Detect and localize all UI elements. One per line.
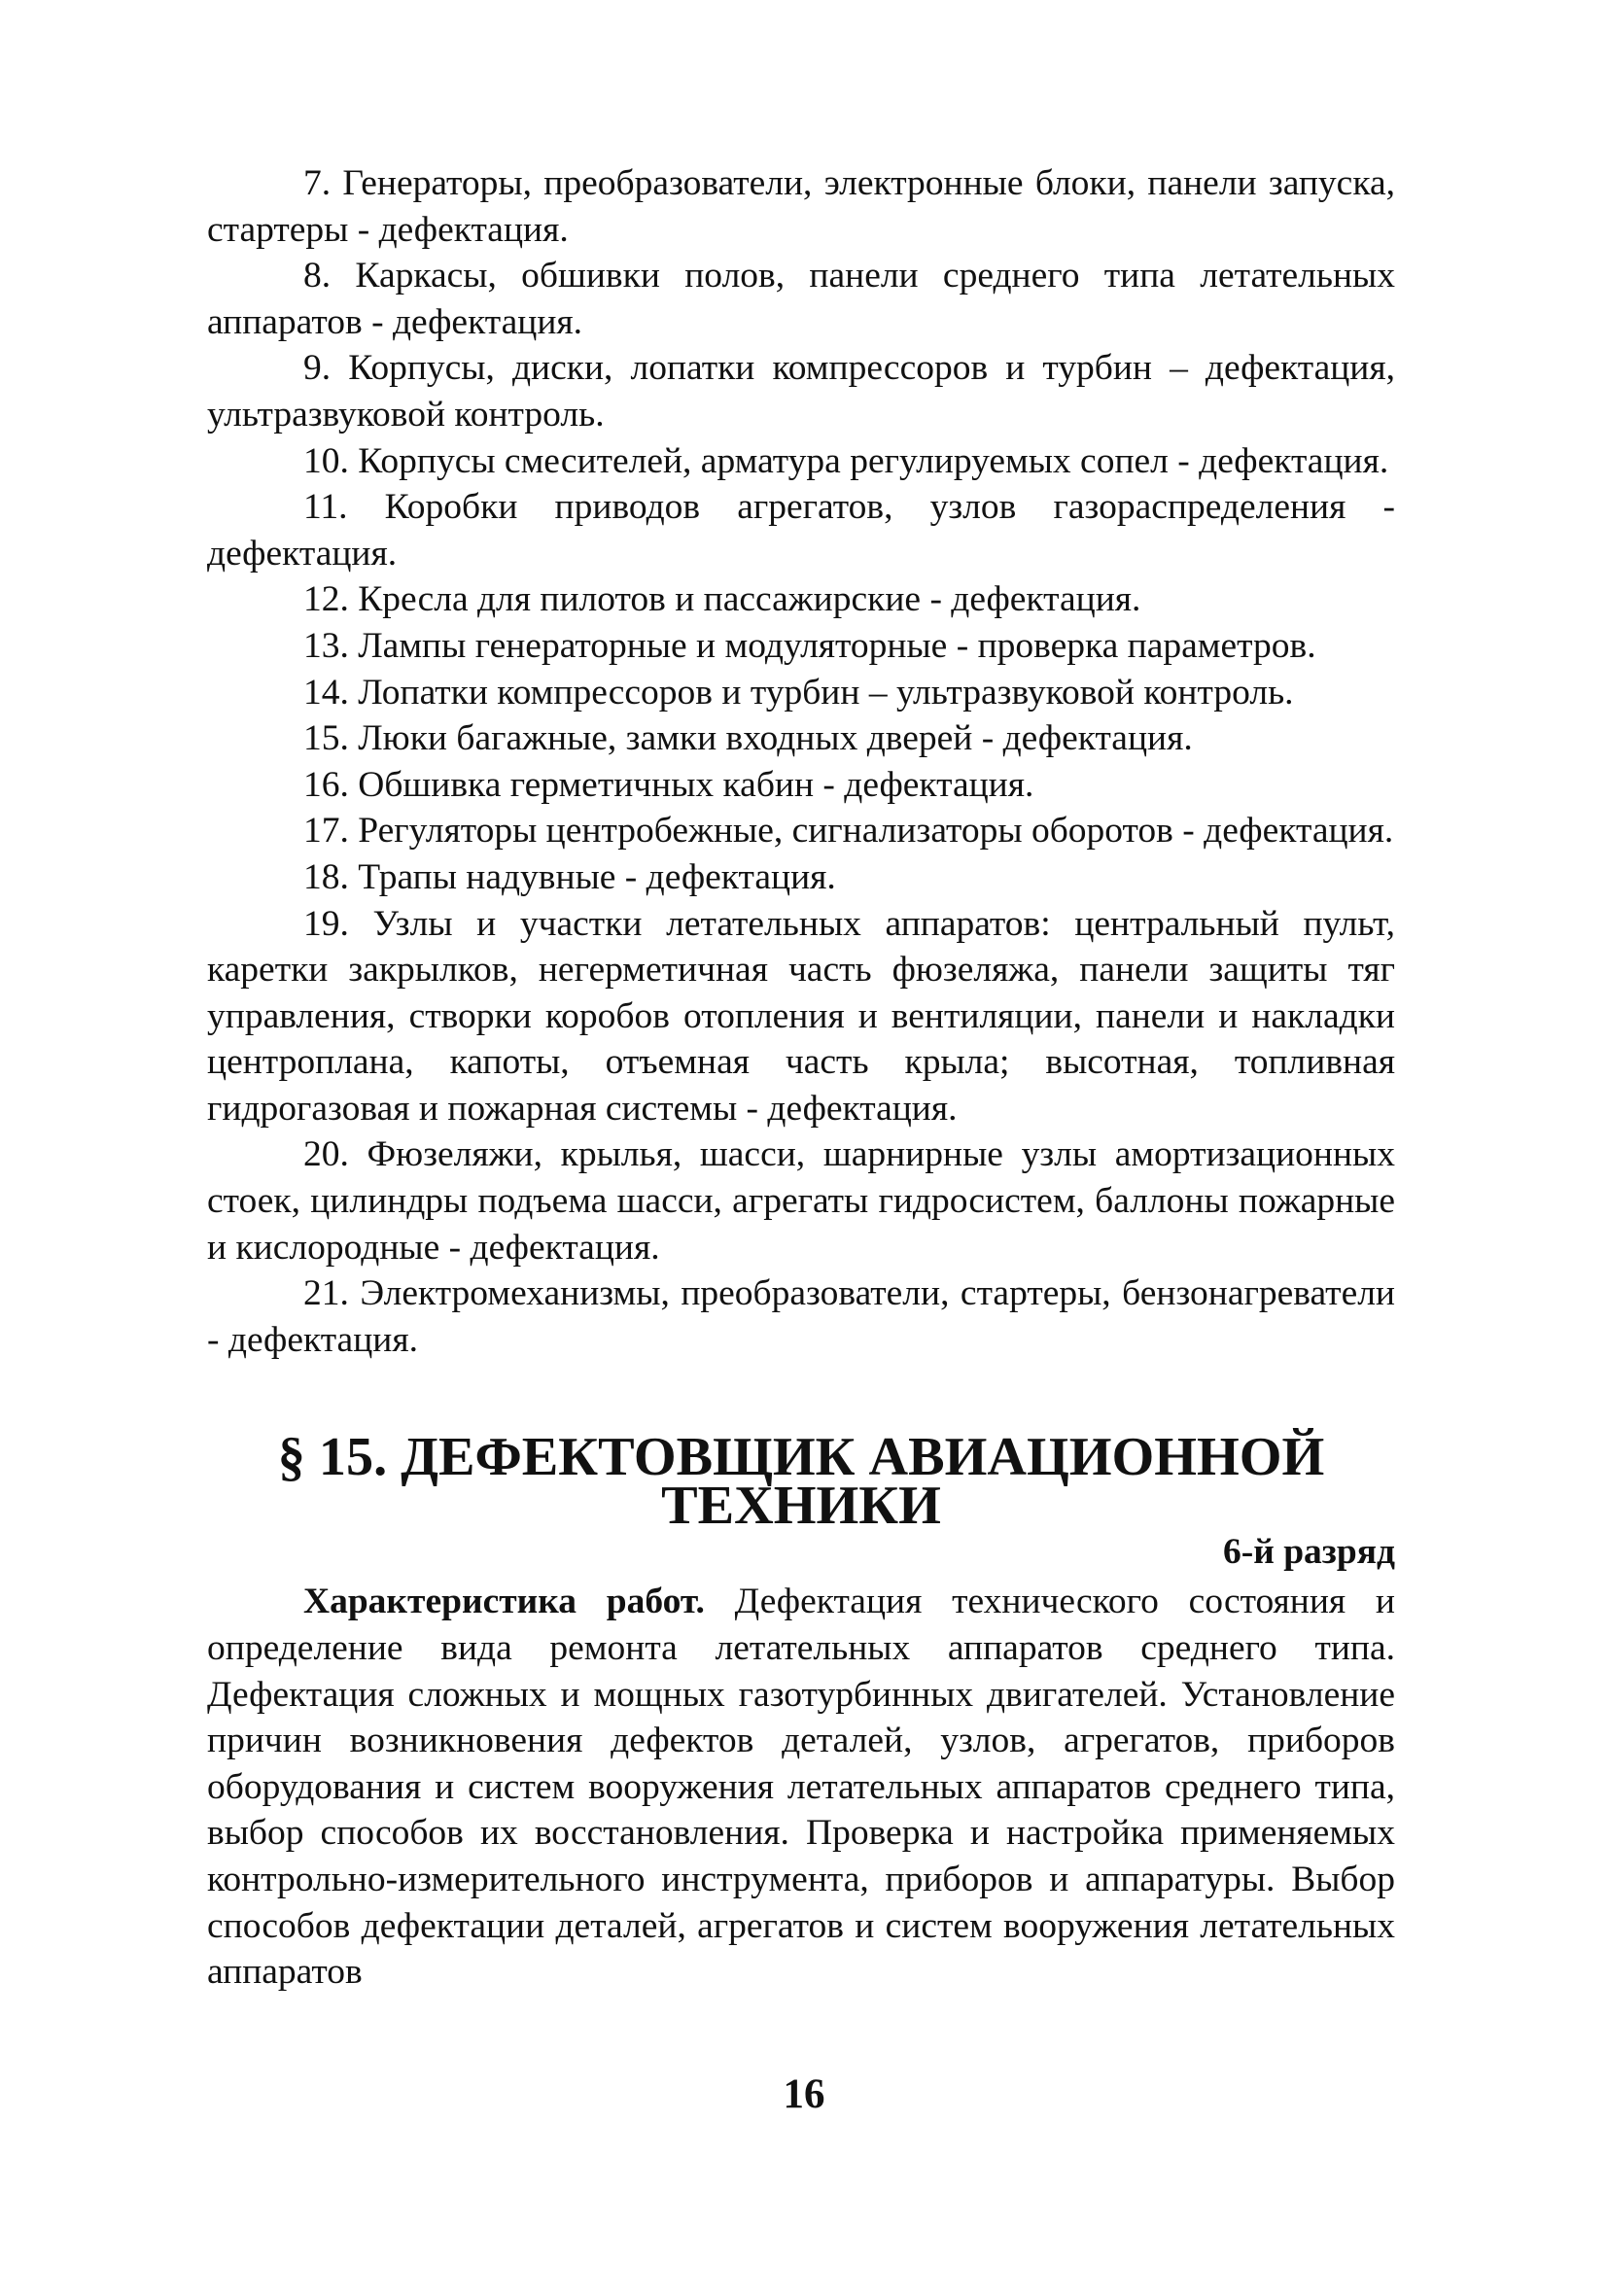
list-item: 13. Лампы генераторные и модуляторные - проверка параметров. [303, 625, 1316, 666]
grade-label: 6-й разряд [1222, 1532, 1395, 1573]
list-item: 18. Трапы надувные - дефектация. [303, 856, 836, 897]
list-item: 12. Кресла для пилотов и пассажирские - дефектация. [303, 579, 1141, 620]
run-in-heading: Характеристика работ. [303, 1582, 705, 1622]
list-item: 8. Каркасы, обшивки полов, панели среднего типа летательных аппаратов - дефектация. [207, 256, 1395, 342]
list-item: 14. Лопатки компрессоров и турбин – ультразвуковой контроль. [303, 672, 1294, 713]
list-item: 16. Обшивка герметичных кабин - дефектация. [303, 764, 1034, 805]
list-item: 7. Генераторы, преобразователи, электронные блоки, панели запуска, стартеры - дефектация. [207, 163, 1395, 250]
section-title: § 15. ДЕФЕКТОВЩИК АВИАЦИОННОЙ ТЕХНИКИ [277, 1427, 1325, 1537]
work-description [207, 1579, 1395, 1995]
list-item: 19. Узлы и участки летательных аппаратов: центральный пульт, каретки закрылков, негерметичная часть фюзеляжа, панели защиты тяг управления, створки коробов отопления и вентиляции, панели и накладки центроплана, капоты, отъемная часть крыла; высотная, топливная гидрогазовая и пожарная системы - дефектация. [207, 903, 1395, 1129]
work-description-text: Дефектация технического состояния и определение вида ремонта летательных аппаратов среднего типа. Дефектация сложных и мощных газотурбинных двигателей. Установление причин возникновения дефектов деталей, узлов, агрегатов, приборов оборудования и систем вооружения летательных аппаратов среднего типа, выбор способов их восстановления. Проверка и настройка применяемых контрольно-измерительного инструмента, приборов и аппаратуры. Выбор способов дефектации деталей, агрегатов и систем вооружения летательных аппаратов [207, 1582, 1395, 1993]
list-item: 21. Электромеханизмы, преобразователи, стартеры, бензонагреватели - дефектация. [207, 1273, 1395, 1360]
list-item: 10. Корпусы смесителей, арматура регулируемых сопел - дефектация. [303, 440, 1389, 481]
list-item: 15. Люки багажные, замки входных дверей - дефектация. [303, 718, 1193, 759]
list-item: 20. Фюзеляжи, крылья, шасси, шарнирные узлы амортизационных стоек, цилиндры подъема шасси, агрегаты гидросистем, баллоны пожарные и кислородные - дефектация. [207, 1134, 1395, 1268]
list-item: 17. Регуляторы центробежные, сигнализаторы оборотов - дефектация. [303, 811, 1394, 852]
page-body [207, 160, 1395, 1996]
page-number: 16 [783, 2071, 825, 2117]
list-item: 11. Коробки приводов агрегатов, узлов газораспределения - дефектация. [207, 487, 1395, 574]
list-item: 9. Корпусы, диски, лопатки компрессоров и турбин – дефектация, ультразвуковой контроль. [207, 348, 1395, 435]
defect-list [207, 160, 1395, 1363]
